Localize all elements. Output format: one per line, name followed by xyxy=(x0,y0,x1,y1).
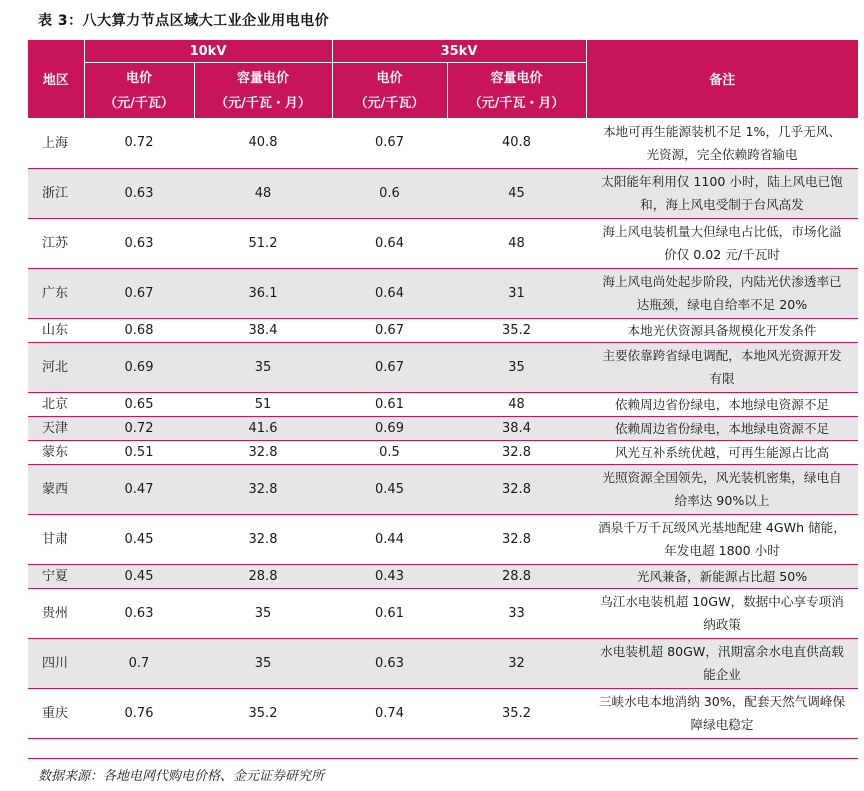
table-row xyxy=(28,318,858,342)
price-35kv-cell: 0.67 xyxy=(332,318,447,342)
capacity-10kv-cell: 51.2 xyxy=(194,218,332,268)
note-line: 海上风电尚处起步阶段，内陆光伏渗透率已 xyxy=(602,274,842,289)
capacity-10kv-cell: 35 xyxy=(194,588,332,638)
header-10kv-price xyxy=(84,63,194,119)
note-line: 光风兼备，新能源占比超 50% xyxy=(636,568,808,584)
capacity-10kv-cell: 32.8 xyxy=(194,440,332,464)
price-10kv-cell: 0.76 xyxy=(84,688,194,738)
note-line: 年发电超 1800 小时 xyxy=(664,543,780,558)
region-cell: 河北 xyxy=(28,342,84,392)
capacity-35kv-cell: 38.4 xyxy=(447,416,586,440)
price-35kv-cell: 0.44 xyxy=(332,514,447,564)
capacity-35kv-cell: 45 xyxy=(447,168,586,218)
capacity-10kv-cell: 41.6 xyxy=(194,416,332,440)
capacity-35kv-cell: 28.8 xyxy=(447,564,586,588)
note-line: 依赖周边省份绿电，本地绿电资源不足 xyxy=(614,420,830,436)
capacity-10kv-cell: 51 xyxy=(194,392,332,416)
region-cell: 江苏 xyxy=(28,218,84,268)
note-line: 乌江水电装机超 10GW，数据中心享专项消 xyxy=(600,594,844,609)
note-cell xyxy=(586,392,858,416)
price-35kv-cell: 0.6 xyxy=(332,168,447,218)
note-line: 光资源，完全依赖跨省输电 xyxy=(646,147,798,162)
capacity-35kv-cell: 35.2 xyxy=(447,688,586,738)
price-10kv-cell: 0.72 xyxy=(84,118,194,168)
note-cell xyxy=(586,168,858,218)
note-line: 太阳能年利用仅 1100 小时，陆上风电已饱 xyxy=(601,174,843,189)
capacity-35kv-cell: 35.2 xyxy=(447,318,586,342)
header-10kv-capacity xyxy=(194,63,332,119)
note-line: 纳政策 xyxy=(703,617,741,632)
note-cell xyxy=(586,342,858,392)
note-line: 主要依靠跨省绿电调配，本地风光资源开发 xyxy=(602,348,842,363)
header-note: 备注 xyxy=(586,40,858,118)
region-cell: 蒙西 xyxy=(28,464,84,514)
price-35kv-cell: 0.45 xyxy=(332,464,447,514)
note-line: 障绿电稳定 xyxy=(690,717,754,732)
price-10kv-cell: 0.72 xyxy=(84,416,194,440)
table-row xyxy=(28,588,858,638)
electricity-price-table xyxy=(28,40,858,739)
header-capacity-label: 容量电价 xyxy=(236,70,289,86)
capacity-35kv-cell: 31 xyxy=(447,268,586,318)
capacity-35kv-cell: 32.8 xyxy=(447,464,586,514)
table-row xyxy=(28,118,858,168)
note-cell xyxy=(586,218,858,268)
region-cell: 贵州 xyxy=(28,588,84,638)
region-cell: 甘肃 xyxy=(28,514,84,564)
region-cell: 蒙东 xyxy=(28,440,84,464)
header-region: 地区 xyxy=(28,40,84,118)
capacity-35kv-cell: 35 xyxy=(447,342,586,392)
capacity-35kv-cell: 32.8 xyxy=(447,514,586,564)
capacity-10kv-cell: 32.8 xyxy=(194,464,332,514)
price-10kv-cell: 0.63 xyxy=(84,588,194,638)
table-title: 表 3：八大算力节点区域大工业企业用电电价 xyxy=(38,13,330,29)
note-line: 酒泉千万千瓦级风光基地配建 4GWh 储能， xyxy=(598,520,846,535)
note-line: 能企业 xyxy=(703,667,741,682)
region-cell: 山东 xyxy=(28,318,84,342)
table-row xyxy=(28,514,858,564)
region-cell: 浙江 xyxy=(28,168,84,218)
table-row xyxy=(28,464,858,514)
price-35kv-cell: 0.67 xyxy=(332,118,447,168)
capacity-35kv-cell: 40.8 xyxy=(447,118,586,168)
price-35kv-cell: 0.5 xyxy=(332,440,447,464)
price-10kv-cell: 0.68 xyxy=(84,318,194,342)
table-row xyxy=(28,564,858,588)
note-cell xyxy=(586,564,858,588)
table-row xyxy=(28,638,858,688)
capacity-10kv-cell: 32.8 xyxy=(194,514,332,564)
source-note: 数据来源：各地电网代购电价格、金元证券研究所 xyxy=(38,769,325,784)
capacity-10kv-cell: 35 xyxy=(194,342,332,392)
capacity-10kv-cell: 38.4 xyxy=(194,318,332,342)
capacity-10kv-cell: 35 xyxy=(194,638,332,688)
note-cell xyxy=(586,118,858,168)
note-line: 和，海上风电受制于台风高发 xyxy=(640,197,804,212)
note-line: 本地光伏资源具备规模化开发条件 xyxy=(627,322,817,338)
region-cell: 广东 xyxy=(28,268,84,318)
region-cell: 上海 xyxy=(28,118,84,168)
note-cell xyxy=(586,440,858,464)
note-cell xyxy=(586,416,858,440)
region-cell: 天津 xyxy=(28,416,84,440)
table-row xyxy=(28,218,858,268)
price-35kv-cell: 0.74 xyxy=(332,688,447,738)
region-cell: 北京 xyxy=(28,392,84,416)
note-cell xyxy=(586,268,858,318)
price-10kv-cell: 0.63 xyxy=(84,168,194,218)
table-row xyxy=(28,168,858,218)
note-cell xyxy=(586,638,858,688)
header-price-label: 电价 xyxy=(376,70,403,86)
price-35kv-cell: 0.63 xyxy=(332,638,447,688)
price-35kv-cell: 0.67 xyxy=(332,342,447,392)
note-line: 水电装机超 80GW，汛期富余水电直供高载 xyxy=(600,644,844,659)
header-price-unit: （元/千瓦） xyxy=(354,95,425,111)
header-price-unit: （元/千瓦） xyxy=(104,95,174,111)
header-price-label: 电价 xyxy=(125,70,152,86)
note-line: 价仅 0.02 元/千瓦时 xyxy=(664,247,780,262)
note-line: 本地可再生能源装机不足 1%，几乎无风、 xyxy=(602,124,842,139)
region-cell: 宁夏 xyxy=(28,564,84,588)
capacity-35kv-cell: 32 xyxy=(447,638,586,688)
table-row xyxy=(28,268,858,318)
capacity-35kv-cell: 48 xyxy=(447,392,586,416)
header-capacity-unit: （元/千瓦・月） xyxy=(215,95,311,111)
note-line: 达瓶颈，绿电自给率不足 20% xyxy=(636,297,808,312)
note-line: 有限 xyxy=(709,371,735,386)
price-10kv-cell: 0.45 xyxy=(84,514,194,564)
region-cell: 重庆 xyxy=(28,688,84,738)
note-line: 给率达 90%以上 xyxy=(674,493,770,508)
price-10kv-cell: 0.51 xyxy=(84,440,194,464)
note-cell xyxy=(586,514,858,564)
note-line: 风光互补系统优越，可再生能源占比高 xyxy=(614,444,830,460)
capacity-10kv-cell: 35.2 xyxy=(194,688,332,738)
table-row xyxy=(28,688,858,738)
price-35kv-cell: 0.69 xyxy=(332,416,447,440)
price-10kv-cell: 0.7 xyxy=(84,638,194,688)
table-body xyxy=(28,118,858,738)
note-line: 光照资源全国领先，风光装机密集，绿电自 xyxy=(602,470,842,485)
header-capacity-unit: （元/千瓦・月） xyxy=(468,95,565,111)
note-cell xyxy=(586,318,858,342)
note-cell xyxy=(586,688,858,738)
capacity-10kv-cell: 40.8 xyxy=(194,118,332,168)
header-35kv-price xyxy=(332,63,447,119)
header-35kv-capacity xyxy=(447,63,586,119)
note-cell xyxy=(586,588,858,638)
price-10kv-cell: 0.69 xyxy=(84,342,194,392)
header-capacity-label: 容量电价 xyxy=(490,70,543,86)
note-line: 依赖周边省份绿电，本地绿电资源不足 xyxy=(614,396,830,412)
note-line: 海上风电装机量大但绿电占比低，市场化溢 xyxy=(602,224,842,239)
price-10kv-cell: 0.45 xyxy=(84,564,194,588)
capacity-35kv-cell: 32.8 xyxy=(447,440,586,464)
header-10kv: 10kV xyxy=(84,40,332,63)
table-row xyxy=(28,416,858,440)
capacity-35kv-cell: 48 xyxy=(447,218,586,268)
capacity-35kv-cell: 33 xyxy=(447,588,586,638)
table-bottom-rule xyxy=(28,758,858,759)
price-10kv-cell: 0.65 xyxy=(84,392,194,416)
table-row xyxy=(28,342,858,392)
table-row xyxy=(28,440,858,464)
price-35kv-cell: 0.64 xyxy=(332,268,447,318)
region-cell: 四川 xyxy=(28,638,84,688)
price-10kv-cell: 0.67 xyxy=(84,268,194,318)
price-10kv-cell: 0.47 xyxy=(84,464,194,514)
note-cell xyxy=(586,464,858,514)
capacity-10kv-cell: 28.8 xyxy=(194,564,332,588)
price-35kv-cell: 0.43 xyxy=(332,564,447,588)
price-35kv-cell: 0.64 xyxy=(332,218,447,268)
table-row xyxy=(28,392,858,416)
price-35kv-cell: 0.61 xyxy=(332,392,447,416)
price-10kv-cell: 0.63 xyxy=(84,218,194,268)
capacity-10kv-cell: 36.1 xyxy=(194,268,332,318)
header-35kv: 35kV xyxy=(332,40,586,63)
price-35kv-cell: 0.61 xyxy=(332,588,447,638)
note-line: 三峡水电本地消纳 30%，配套天然气调峰保 xyxy=(598,694,846,709)
capacity-10kv-cell: 48 xyxy=(194,168,332,218)
